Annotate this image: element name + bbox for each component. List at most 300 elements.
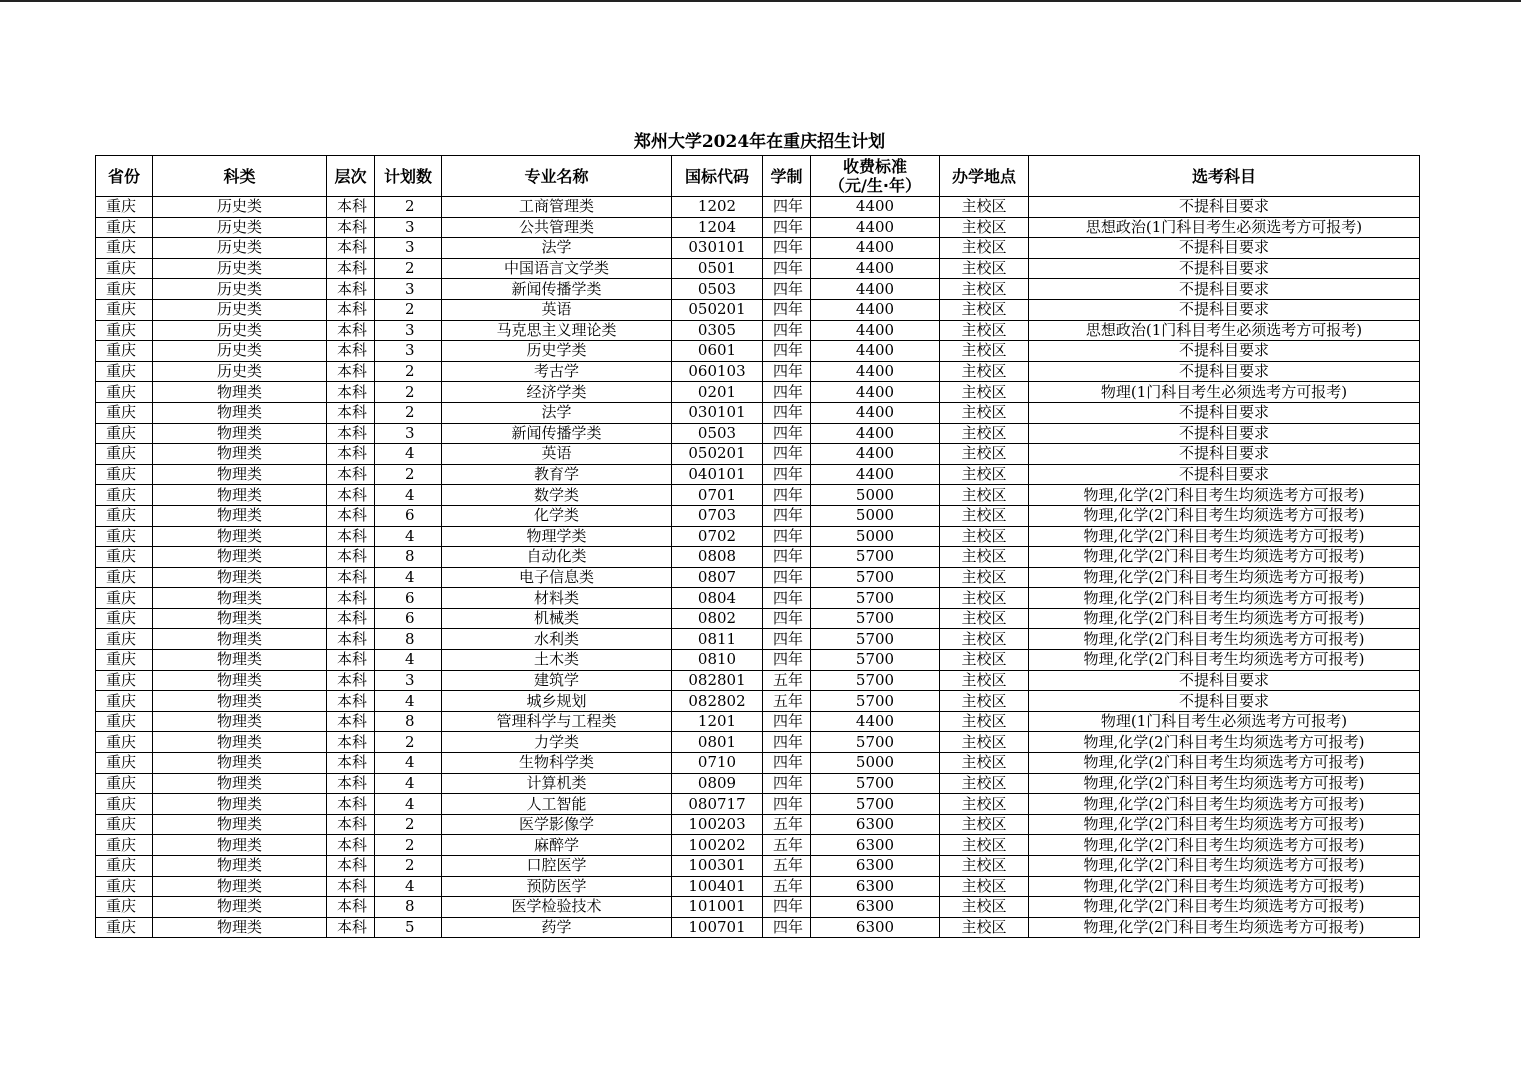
cell-province: 重庆: [96, 402, 153, 423]
cell-duration: 四年: [763, 320, 811, 341]
cell-category: 物理类: [153, 917, 327, 938]
cell-major-name: 口腔医学: [442, 856, 672, 877]
cell-tuition: 4400: [811, 238, 940, 259]
cell-duration: 四年: [763, 423, 811, 444]
cell-major-name: 化学类: [442, 505, 672, 526]
cell-tuition: 5000: [811, 753, 940, 774]
cell-major-name: 土木类: [442, 650, 672, 671]
cell-tuition: 6300: [811, 856, 940, 877]
cell-category: 物理类: [153, 629, 327, 650]
cell-province: 重庆: [96, 423, 153, 444]
cell-tuition: 4400: [811, 444, 940, 465]
cell-campus: 主校区: [940, 444, 1029, 465]
cell-duration: 四年: [763, 382, 811, 403]
cell-duration: 四年: [763, 711, 811, 732]
cell-province: 重庆: [96, 238, 153, 259]
cell-national-code: 100701: [672, 917, 763, 938]
cell-plan-count: 4: [375, 444, 442, 465]
cell-level: 本科: [327, 691, 375, 712]
cell-major-name: 材料类: [442, 588, 672, 609]
cell-level: 本科: [327, 526, 375, 547]
cell-duration: 四年: [763, 279, 811, 300]
header-plan-count: 计划数: [375, 156, 442, 197]
cell-category: 物理类: [153, 444, 327, 465]
cell-plan-count: 2: [375, 856, 442, 877]
cell-major-name: 机械类: [442, 608, 672, 629]
cell-plan-count: 3: [375, 670, 442, 691]
cell-national-code: 1202: [672, 197, 763, 218]
cell-campus: 主校区: [940, 711, 1029, 732]
cell-subject-requirement: 物理(1门科目考生必须选考方可报考): [1029, 382, 1420, 403]
cell-level: 本科: [327, 897, 375, 918]
cell-plan-count: 2: [375, 402, 442, 423]
table-row: [96, 567, 1420, 588]
cell-category: 物理类: [153, 835, 327, 856]
table-row: [96, 258, 1420, 279]
cell-category: 物理类: [153, 814, 327, 835]
table-row: [96, 897, 1420, 918]
cell-plan-count: 8: [375, 897, 442, 918]
cell-national-code: 0503: [672, 279, 763, 300]
cell-national-code: 0810: [672, 650, 763, 671]
cell-province: 重庆: [96, 258, 153, 279]
cell-subject-requirement: 物理,化学(2门科目考生均须选考方可报考): [1029, 485, 1420, 506]
cell-campus: 主校区: [940, 505, 1029, 526]
cell-campus: 主校区: [940, 917, 1029, 938]
cell-category: 物理类: [153, 588, 327, 609]
cell-province: 重庆: [96, 505, 153, 526]
cell-campus: 主校区: [940, 629, 1029, 650]
table-row: [96, 917, 1420, 938]
cell-tuition: 4400: [811, 382, 940, 403]
cell-plan-count: 2: [375, 361, 442, 382]
cell-campus: 主校区: [940, 691, 1029, 712]
cell-campus: 主校区: [940, 608, 1029, 629]
cell-subject-requirement: 不提科目要求: [1029, 423, 1420, 444]
cell-province: 重庆: [96, 485, 153, 506]
cell-national-code: 0807: [672, 567, 763, 588]
cell-plan-count: 4: [375, 876, 442, 897]
cell-national-code: 060103: [672, 361, 763, 382]
cell-province: 重庆: [96, 608, 153, 629]
cell-duration: 五年: [763, 876, 811, 897]
cell-subject-requirement: 物理,化学(2门科目考生均须选考方可报考): [1029, 547, 1420, 568]
cell-level: 本科: [327, 485, 375, 506]
cell-national-code: 0710: [672, 753, 763, 774]
cell-major-name: 历史学类: [442, 341, 672, 362]
cell-national-code: 0801: [672, 732, 763, 753]
cell-subject-requirement: 不提科目要求: [1029, 258, 1420, 279]
cell-plan-count: 3: [375, 279, 442, 300]
cell-tuition: 6300: [811, 897, 940, 918]
cell-level: 本科: [327, 650, 375, 671]
cell-level: 本科: [327, 608, 375, 629]
cell-subject-requirement: 不提科目要求: [1029, 402, 1420, 423]
cell-subject-requirement: 物理,化学(2门科目考生均须选考方可报考): [1029, 629, 1420, 650]
cell-major-name: 计算机类: [442, 773, 672, 794]
cell-campus: 主校区: [940, 650, 1029, 671]
cell-national-code: 0501: [672, 258, 763, 279]
table-row: [96, 650, 1420, 671]
cell-tuition: 5700: [811, 608, 940, 629]
table-row: [96, 547, 1420, 568]
cell-national-code: 101001: [672, 897, 763, 918]
cell-major-name: 英语: [442, 444, 672, 465]
cell-plan-count: 2: [375, 732, 442, 753]
cell-plan-count: 6: [375, 505, 442, 526]
cell-level: 本科: [327, 382, 375, 403]
cell-province: 重庆: [96, 753, 153, 774]
cell-tuition: 5700: [811, 773, 940, 794]
cell-major-name: 药学: [442, 917, 672, 938]
cell-campus: 主校区: [940, 464, 1029, 485]
cell-national-code: 050201: [672, 299, 763, 320]
cell-national-code: 030101: [672, 402, 763, 423]
cell-province: 重庆: [96, 897, 153, 918]
cell-province: 重庆: [96, 835, 153, 856]
cell-national-code: 1204: [672, 217, 763, 238]
cell-subject-requirement: 物理,化学(2门科目考生均须选考方可报考): [1029, 650, 1420, 671]
cell-campus: 主校区: [940, 258, 1029, 279]
cell-category: 历史类: [153, 320, 327, 341]
cell-level: 本科: [327, 197, 375, 218]
cell-national-code: 0804: [672, 588, 763, 609]
cell-campus: 主校区: [940, 279, 1029, 300]
cell-duration: 五年: [763, 670, 811, 691]
cell-subject-requirement: 不提科目要求: [1029, 444, 1420, 465]
cell-subject-requirement: 物理,化学(2门科目考生均须选考方可报考): [1029, 814, 1420, 835]
table-row: [96, 382, 1420, 403]
cell-province: 重庆: [96, 917, 153, 938]
cell-duration: 四年: [763, 361, 811, 382]
cell-major-name: 新闻传播学类: [442, 423, 672, 444]
cell-province: 重庆: [96, 876, 153, 897]
cell-national-code: 100301: [672, 856, 763, 877]
table-row: [96, 629, 1420, 650]
header-category: 科类: [153, 156, 327, 197]
table-row: [96, 773, 1420, 794]
cell-national-code: 0305: [672, 320, 763, 341]
cell-subject-requirement: 物理,化学(2门科目考生均须选考方可报考): [1029, 608, 1420, 629]
cell-plan-count: 8: [375, 711, 442, 732]
cell-subject-requirement: 物理,化学(2门科目考生均须选考方可报考): [1029, 856, 1420, 877]
cell-plan-count: 4: [375, 794, 442, 815]
cell-tuition: 4400: [811, 320, 940, 341]
cell-category: 物理类: [153, 856, 327, 877]
cell-major-name: 城乡规划: [442, 691, 672, 712]
cell-level: 本科: [327, 238, 375, 259]
cell-duration: 四年: [763, 732, 811, 753]
cell-plan-count: 2: [375, 197, 442, 218]
cell-level: 本科: [327, 876, 375, 897]
cell-tuition: 5700: [811, 691, 940, 712]
cell-subject-requirement: 物理,化学(2门科目考生均须选考方可报考): [1029, 526, 1420, 547]
cell-duration: 四年: [763, 567, 811, 588]
document-title: 郑州大学2024年在重庆招生计划: [633, 132, 886, 152]
cell-campus: 主校区: [940, 217, 1029, 238]
cell-duration: 四年: [763, 753, 811, 774]
table-row: [96, 320, 1420, 341]
table-row: [96, 279, 1420, 300]
cell-subject-requirement: 物理,化学(2门科目考生均须选考方可报考): [1029, 835, 1420, 856]
cell-level: 本科: [327, 588, 375, 609]
cell-province: 重庆: [96, 773, 153, 794]
cell-tuition: 4400: [811, 423, 940, 444]
cell-campus: 主校区: [940, 341, 1029, 362]
enrollment-plan-table: [95, 155, 1420, 938]
cell-category: 历史类: [153, 279, 327, 300]
cell-plan-count: 5: [375, 917, 442, 938]
cell-plan-count: 4: [375, 567, 442, 588]
cell-major-name: 生物科学类: [442, 753, 672, 774]
cell-duration: 四年: [763, 258, 811, 279]
cell-major-name: 管理科学与工程类: [442, 711, 672, 732]
cell-level: 本科: [327, 341, 375, 362]
cell-level: 本科: [327, 567, 375, 588]
cell-category: 物理类: [153, 773, 327, 794]
cell-level: 本科: [327, 320, 375, 341]
cell-major-name: 马克思主义理论类: [442, 320, 672, 341]
cell-province: 重庆: [96, 197, 153, 218]
cell-tuition: 5700: [811, 650, 940, 671]
cell-duration: 四年: [763, 547, 811, 568]
cell-subject-requirement: 不提科目要求: [1029, 361, 1420, 382]
cell-duration: 四年: [763, 341, 811, 362]
cell-duration: 四年: [763, 897, 811, 918]
cell-category: 历史类: [153, 217, 327, 238]
top-border-line: [0, 0, 1521, 2]
cell-category: 物理类: [153, 732, 327, 753]
cell-category: 物理类: [153, 753, 327, 774]
cell-campus: 主校区: [940, 732, 1029, 753]
cell-national-code: 1201: [672, 711, 763, 732]
table-body: [96, 197, 1420, 938]
cell-province: 重庆: [96, 320, 153, 341]
cell-campus: 主校区: [940, 402, 1029, 423]
table-row: [96, 670, 1420, 691]
cell-province: 重庆: [96, 361, 153, 382]
cell-level: 本科: [327, 711, 375, 732]
cell-major-name: 建筑学: [442, 670, 672, 691]
cell-tuition: 5700: [811, 732, 940, 753]
cell-duration: 四年: [763, 794, 811, 815]
cell-national-code: 0503: [672, 423, 763, 444]
cell-duration: 四年: [763, 444, 811, 465]
cell-subject-requirement: 物理,化学(2门科目考生均须选考方可报考): [1029, 505, 1420, 526]
cell-tuition: 5700: [811, 629, 940, 650]
cell-duration: 四年: [763, 773, 811, 794]
header-subject-requirement: 选考科目: [1029, 156, 1420, 197]
cell-province: 重庆: [96, 299, 153, 320]
cell-duration: 四年: [763, 238, 811, 259]
cell-duration: 四年: [763, 650, 811, 671]
cell-tuition: 4400: [811, 279, 940, 300]
cell-province: 重庆: [96, 670, 153, 691]
cell-major-name: 法学: [442, 238, 672, 259]
cell-subject-requirement: 不提科目要求: [1029, 299, 1420, 320]
cell-duration: 四年: [763, 402, 811, 423]
cell-subject-requirement: 不提科目要求: [1029, 691, 1420, 712]
cell-category: 物理类: [153, 670, 327, 691]
cell-major-name: 自动化类: [442, 547, 672, 568]
cell-tuition: 4400: [811, 361, 940, 382]
cell-duration: 四年: [763, 608, 811, 629]
cell-category: 物理类: [153, 485, 327, 506]
cell-subject-requirement: 物理,化学(2门科目考生均须选考方可报考): [1029, 567, 1420, 588]
cell-category: 物理类: [153, 505, 327, 526]
cell-campus: 主校区: [940, 876, 1029, 897]
cell-category: 物理类: [153, 382, 327, 403]
cell-province: 重庆: [96, 464, 153, 485]
cell-tuition: 4400: [811, 299, 940, 320]
cell-campus: 主校区: [940, 794, 1029, 815]
header-level: 层次: [327, 156, 375, 197]
cell-national-code: 050201: [672, 444, 763, 465]
cell-category: 物理类: [153, 464, 327, 485]
cell-category: 历史类: [153, 197, 327, 218]
cell-subject-requirement: 物理,化学(2门科目考生均须选考方可报考): [1029, 917, 1420, 938]
cell-national-code: 0811: [672, 629, 763, 650]
cell-category: 历史类: [153, 238, 327, 259]
cell-level: 本科: [327, 629, 375, 650]
cell-level: 本科: [327, 258, 375, 279]
cell-province: 重庆: [96, 444, 153, 465]
table-row: [96, 711, 1420, 732]
table-row: [96, 505, 1420, 526]
cell-national-code: 0701: [672, 485, 763, 506]
cell-tuition: 5700: [811, 794, 940, 815]
cell-subject-requirement: 物理,化学(2门科目考生均须选考方可报考): [1029, 732, 1420, 753]
cell-level: 本科: [327, 464, 375, 485]
table-row: [96, 876, 1420, 897]
cell-plan-count: 3: [375, 320, 442, 341]
cell-campus: 主校区: [940, 197, 1029, 218]
cell-campus: 主校区: [940, 588, 1029, 609]
cell-plan-count: 3: [375, 423, 442, 444]
cell-duration: 四年: [763, 917, 811, 938]
table-row: [96, 608, 1420, 629]
cell-level: 本科: [327, 402, 375, 423]
cell-category: 物理类: [153, 526, 327, 547]
cell-category: 历史类: [153, 299, 327, 320]
cell-major-name: 经济学类: [442, 382, 672, 403]
cell-province: 重庆: [96, 526, 153, 547]
cell-province: 重庆: [96, 547, 153, 568]
cell-national-code: 0702: [672, 526, 763, 547]
cell-province: 重庆: [96, 732, 153, 753]
header-national-code: 国标代码: [672, 156, 763, 197]
cell-national-code: 100401: [672, 876, 763, 897]
cell-level: 本科: [327, 917, 375, 938]
cell-national-code: 0201: [672, 382, 763, 403]
cell-province: 重庆: [96, 650, 153, 671]
cell-major-name: 考古学: [442, 361, 672, 382]
cell-level: 本科: [327, 670, 375, 691]
cell-level: 本科: [327, 794, 375, 815]
cell-category: 历史类: [153, 341, 327, 362]
cell-subject-requirement: 物理,化学(2门科目考生均须选考方可报考): [1029, 897, 1420, 918]
cell-province: 重庆: [96, 567, 153, 588]
cell-national-code: 082801: [672, 670, 763, 691]
cell-major-name: 教育学: [442, 464, 672, 485]
cell-national-code: 0802: [672, 608, 763, 629]
cell-plan-count: 4: [375, 691, 442, 712]
table-row: [96, 361, 1420, 382]
cell-campus: 主校区: [940, 856, 1029, 877]
cell-subject-requirement: 不提科目要求: [1029, 197, 1420, 218]
cell-plan-count: 4: [375, 753, 442, 774]
cell-duration: 四年: [763, 526, 811, 547]
cell-duration: 四年: [763, 485, 811, 506]
cell-plan-count: 2: [375, 258, 442, 279]
cell-major-name: 电子信息类: [442, 567, 672, 588]
cell-province: 重庆: [96, 279, 153, 300]
cell-campus: 主校区: [940, 485, 1029, 506]
cell-national-code: 100202: [672, 835, 763, 856]
header-row: [96, 156, 1420, 197]
table-row: [96, 691, 1420, 712]
cell-national-code: 030101: [672, 238, 763, 259]
cell-campus: 主校区: [940, 299, 1029, 320]
cell-subject-requirement: 不提科目要求: [1029, 238, 1420, 259]
cell-duration: 五年: [763, 835, 811, 856]
cell-campus: 主校区: [940, 361, 1029, 382]
cell-major-name: 英语: [442, 299, 672, 320]
cell-level: 本科: [327, 505, 375, 526]
table-row: [96, 423, 1420, 444]
cell-tuition: 4400: [811, 341, 940, 362]
cell-campus: 主校区: [940, 897, 1029, 918]
cell-level: 本科: [327, 856, 375, 877]
cell-subject-requirement: 不提科目要求: [1029, 464, 1420, 485]
cell-plan-count: 4: [375, 773, 442, 794]
cell-duration: 五年: [763, 856, 811, 877]
table-row: [96, 794, 1420, 815]
cell-plan-count: 4: [375, 526, 442, 547]
cell-plan-count: 2: [375, 835, 442, 856]
table-row: [96, 197, 1420, 218]
cell-subject-requirement: 物理,化学(2门科目考生均须选考方可报考): [1029, 773, 1420, 794]
header-major-name: 专业名称: [442, 156, 672, 197]
table-row: [96, 856, 1420, 877]
cell-plan-count: 8: [375, 629, 442, 650]
cell-category: 物理类: [153, 650, 327, 671]
cell-level: 本科: [327, 217, 375, 238]
cell-campus: 主校区: [940, 423, 1029, 444]
cell-plan-count: 2: [375, 299, 442, 320]
cell-campus: 主校区: [940, 320, 1029, 341]
cell-national-code: 100203: [672, 814, 763, 835]
cell-subject-requirement: 物理,化学(2门科目考生均须选考方可报考): [1029, 794, 1420, 815]
cell-major-name: 人工智能: [442, 794, 672, 815]
cell-level: 本科: [327, 299, 375, 320]
header-province: 省份: [96, 156, 153, 197]
cell-campus: 主校区: [940, 526, 1029, 547]
cell-duration: 四年: [763, 505, 811, 526]
cell-level: 本科: [327, 835, 375, 856]
cell-tuition: 5000: [811, 485, 940, 506]
table-row: [96, 402, 1420, 423]
cell-campus: 主校区: [940, 753, 1029, 774]
cell-category: 物理类: [153, 567, 327, 588]
cell-major-name: 中国语言文学类: [442, 258, 672, 279]
cell-major-name: 法学: [442, 402, 672, 423]
cell-subject-requirement: 物理,化学(2门科目考生均须选考方可报考): [1029, 753, 1420, 774]
cell-plan-count: 8: [375, 547, 442, 568]
table-row: [96, 835, 1420, 856]
header-duration: 学制: [763, 156, 811, 197]
table-row: [96, 588, 1420, 609]
